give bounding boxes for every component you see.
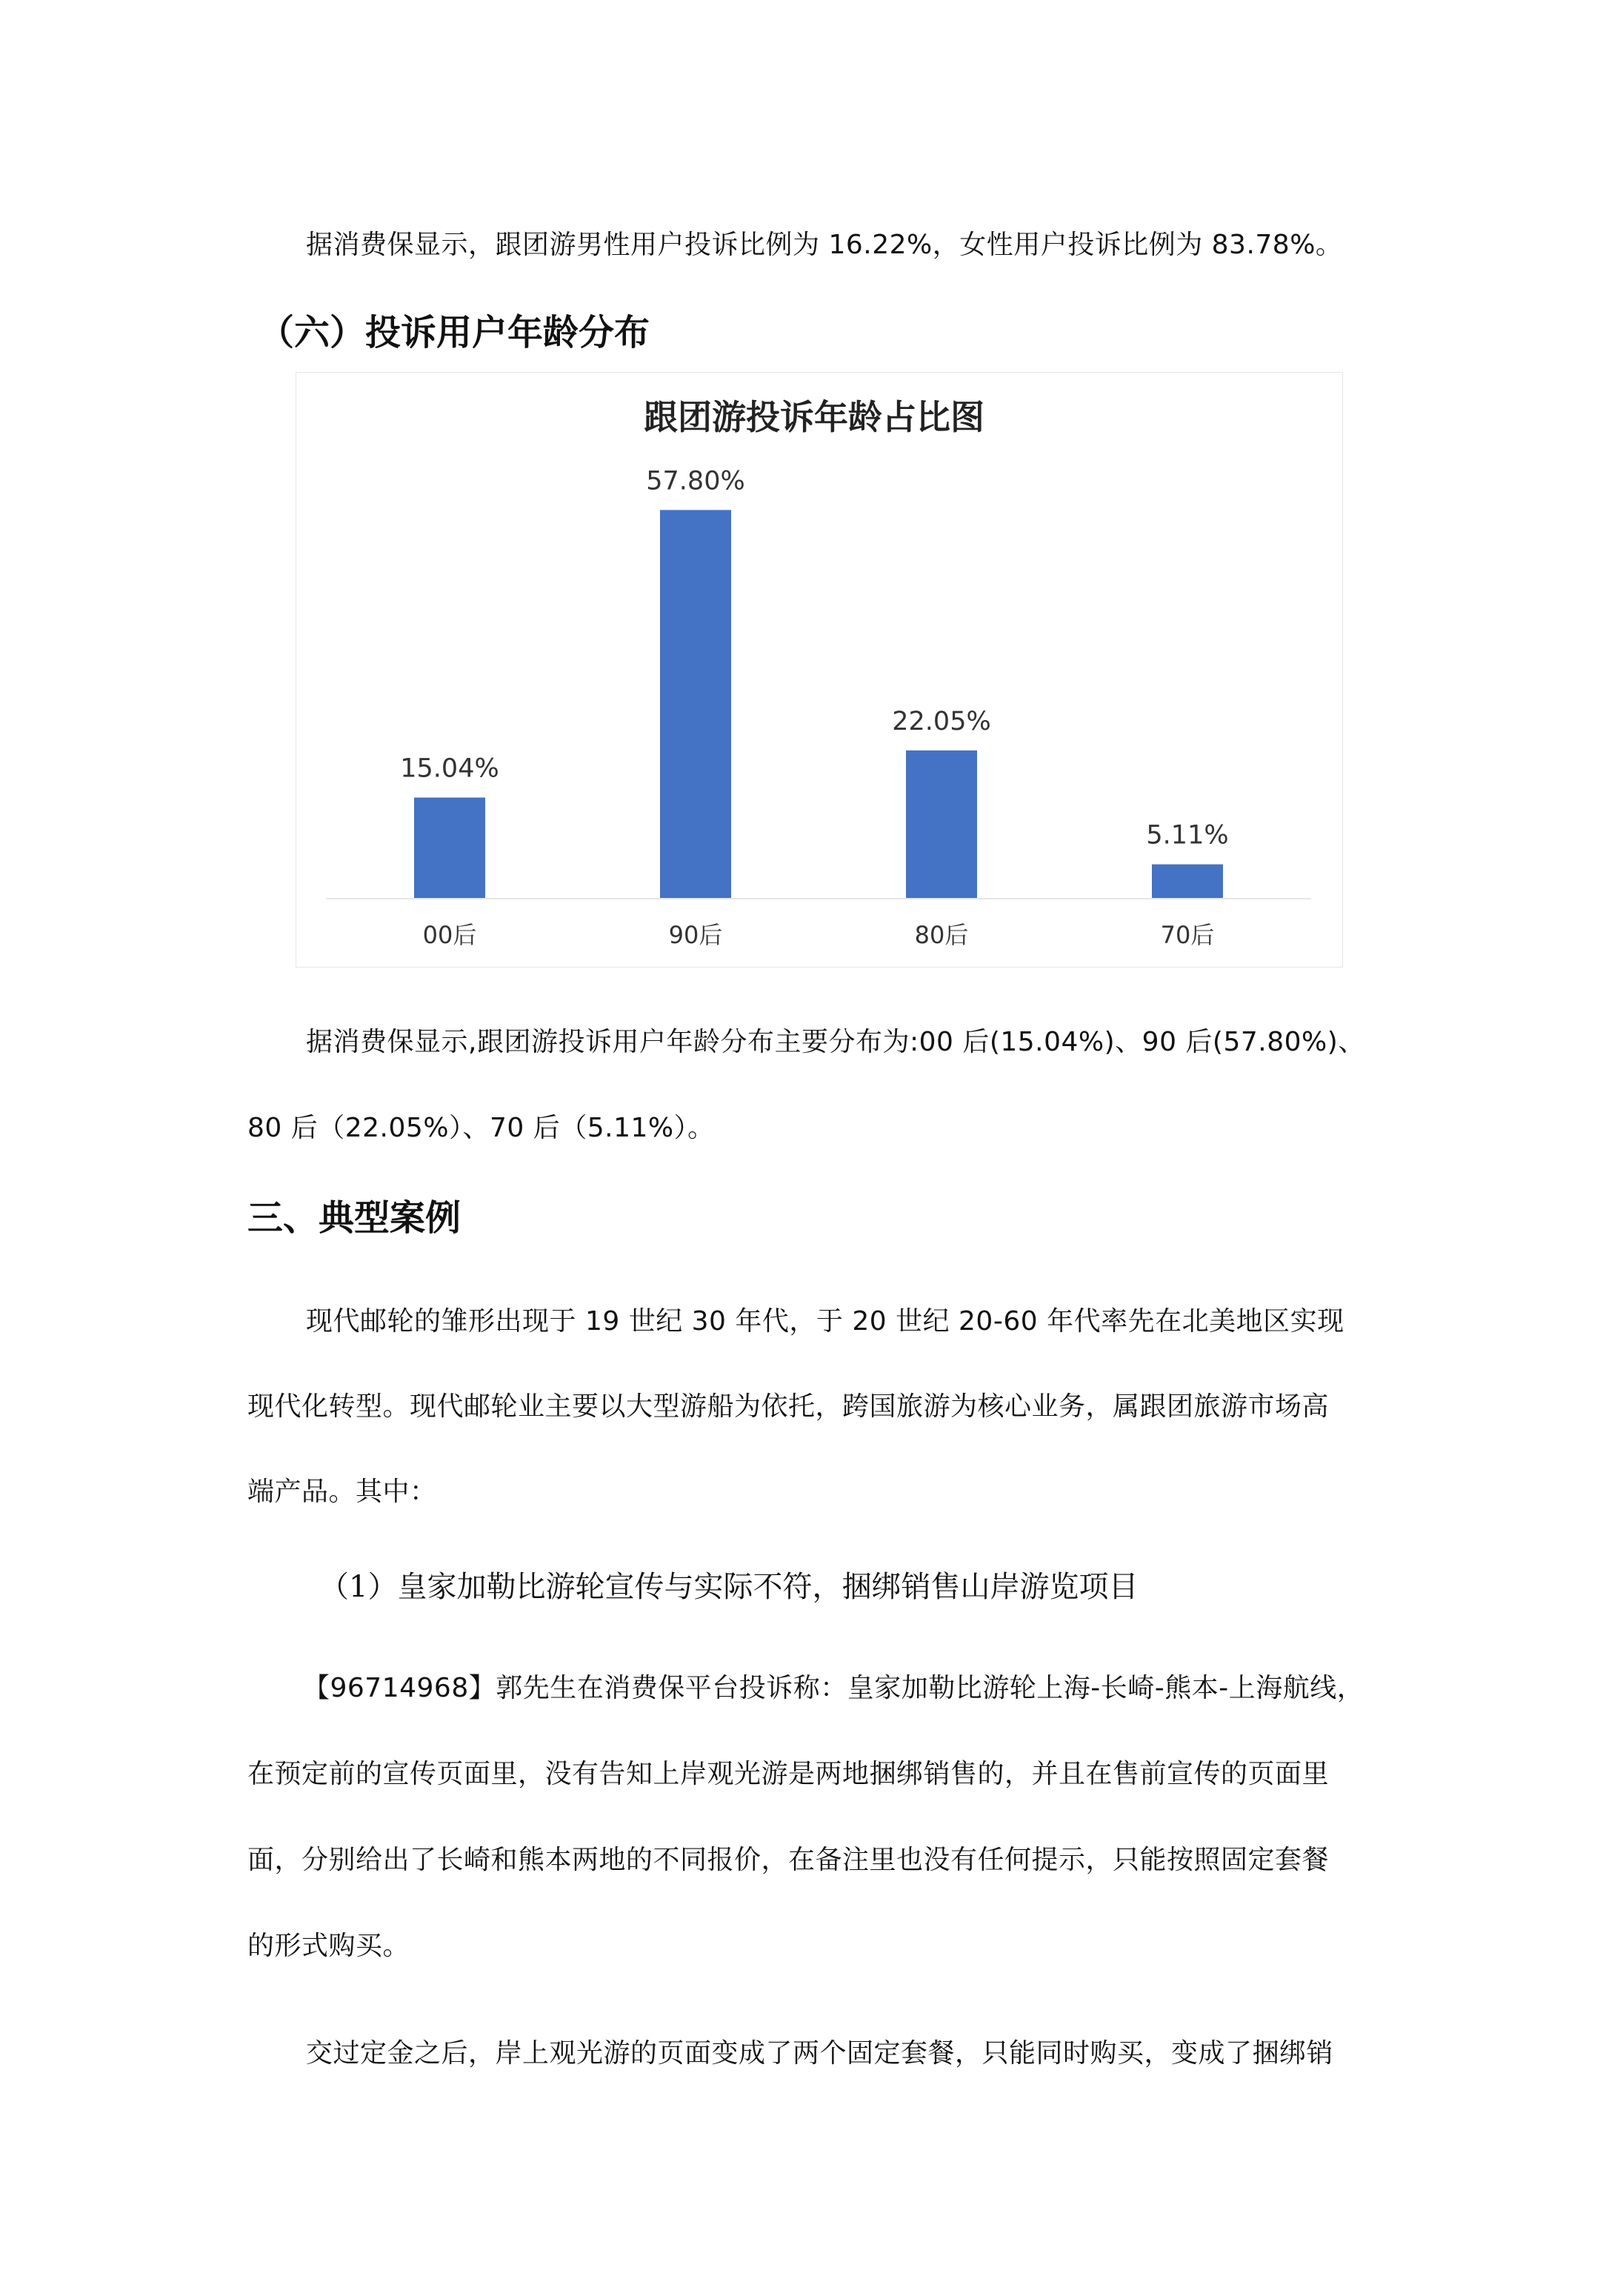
case-1-line-4: 的形式购买。	[247, 1931, 410, 1961]
section-heading-age-distribution: （六）投诉用户年龄分布	[259, 312, 650, 353]
case-1-line-2: 在预定前的宣传页面里，没有告知上岸观光游是两地捆绑销售的，并且在售前宣传的页面里	[247, 1759, 1330, 1789]
value-label-00后: 15.04%	[400, 753, 499, 784]
bar-90后	[660, 510, 731, 899]
gender-ratio-paragraph: 据消费保显示，跟团游男性用户投诉比例为 16.22%，女性用户投诉比例为 83.78%。	[306, 230, 1343, 260]
bar-70后	[1152, 865, 1223, 899]
cases-intro-line-1: 现代邮轮的雏形出现于 19 世纪 30 年代，于 20 世纪 20-60 年代率先在北美地区实现	[306, 1306, 1344, 1337]
value-label-80后: 22.05%	[892, 706, 991, 736]
case-1-line-1: 【96714968】郭先生在消费保平台投诉称：皇家加勒比游轮上海-长崎-熊本-上海航线，	[303, 1673, 1364, 1703]
bar-80后	[906, 751, 977, 899]
age-summary-line-2: 80 后（22.05%）、70 后（5.11%）。	[247, 1113, 715, 1143]
value-label-70后: 5.11%	[1146, 820, 1229, 851]
section-heading-typical-cases: 三、典型案例	[247, 1197, 461, 1239]
category-label-90后: 90后	[668, 921, 723, 949]
category-label-70后: 70后	[1160, 921, 1215, 949]
category-label-80后: 80后	[914, 921, 969, 949]
cases-intro-line-2: 现代化转型。现代邮轮业主要以大型游船为依托，跨国旅游为核心业务，属跟团旅游市场高	[247, 1391, 1330, 1422]
age-chart-frame	[296, 372, 1343, 968]
age-bar-chart	[296, 373, 1342, 967]
case-1-line-3: 面，分别给出了长崎和熊本两地的不同报价，在备注里也没有任何提示，只能按照固定套餐	[247, 1845, 1330, 1875]
bar-00后	[414, 797, 485, 899]
value-label-90后: 57.80%	[646, 466, 745, 496]
case-1-title: （1）皇家加勒比游轮宣传与实际不符，捆绑销售山岸游览项目	[319, 1570, 1139, 1604]
cases-intro-line-3: 端产品。其中：	[247, 1477, 437, 1507]
category-label-00后: 00后	[422, 921, 477, 949]
age-summary-line-1: 据消费保显示,跟团游投诉用户年龄分布主要分布为:00 后(15.04%)、90 后(57.80%)、	[306, 1027, 1365, 1057]
case-1-continuation-line: 交过定金之后，岸上观光游的页面变成了两个固定套餐，只能同时购买，变成了捆绑销	[306, 2038, 1334, 2069]
chart-title: 跟团游投诉年龄占比图	[644, 397, 984, 437]
